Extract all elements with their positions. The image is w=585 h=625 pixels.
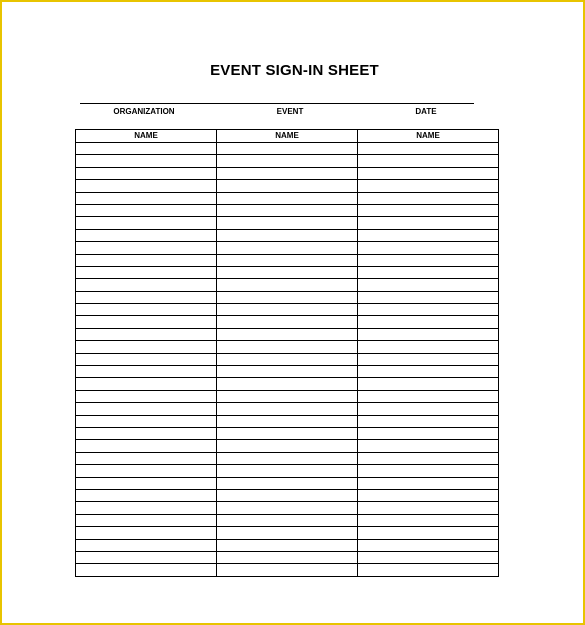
name-cell[interactable]: [217, 390, 358, 402]
table-row: [76, 527, 499, 539]
name-cell[interactable]: [217, 527, 358, 539]
name-cell[interactable]: [76, 378, 217, 390]
name-cell[interactable]: [76, 328, 217, 340]
name-cell[interactable]: [358, 180, 499, 192]
name-cell[interactable]: [217, 167, 358, 179]
table-row: [76, 192, 499, 204]
name-cell[interactable]: [358, 378, 499, 390]
name-cell[interactable]: [76, 390, 217, 402]
name-cell[interactable]: [76, 316, 217, 328]
name-cell[interactable]: [217, 353, 358, 365]
name-cell[interactable]: [358, 514, 499, 526]
name-cell[interactable]: [217, 378, 358, 390]
name-cell[interactable]: [358, 440, 499, 452]
name-cell[interactable]: [76, 415, 217, 427]
name-cell[interactable]: [358, 242, 499, 254]
sign-in-table: [75, 129, 499, 577]
table-body: [76, 143, 499, 577]
name-cell[interactable]: [358, 279, 499, 291]
name-cell[interactable]: [217, 452, 358, 464]
name-cell[interactable]: [76, 266, 217, 278]
name-cell[interactable]: [358, 427, 499, 439]
name-cell[interactable]: [217, 328, 358, 340]
name-cell[interactable]: [76, 539, 217, 551]
name-cell[interactable]: [217, 440, 358, 452]
name-cell[interactable]: [76, 167, 217, 179]
name-cell[interactable]: [358, 155, 499, 167]
table-row: [76, 539, 499, 551]
name-cell[interactable]: [76, 180, 217, 192]
name-cell[interactable]: [358, 304, 499, 316]
table-row: [76, 155, 499, 167]
name-cell[interactable]: [217, 564, 358, 576]
name-cell[interactable]: [76, 564, 217, 576]
name-cell[interactable]: [217, 489, 358, 501]
table-row: [76, 366, 499, 378]
name-cell[interactable]: [358, 167, 499, 179]
name-cell[interactable]: [217, 551, 358, 563]
name-cell[interactable]: [76, 465, 217, 477]
table-row: [76, 167, 499, 179]
name-cell[interactable]: [76, 217, 217, 229]
table-row: [76, 304, 499, 316]
column-header-name-1: NAME: [76, 130, 217, 143]
name-cell[interactable]: [217, 341, 358, 353]
table-row: [76, 143, 499, 155]
table-row: [76, 390, 499, 402]
name-cell[interactable]: [358, 266, 499, 278]
column-header-name-3: NAME: [358, 130, 499, 143]
name-cell[interactable]: [358, 465, 499, 477]
name-cell[interactable]: [358, 353, 499, 365]
name-cell[interactable]: [217, 291, 358, 303]
table-row: [76, 427, 499, 439]
header-rule: [80, 103, 474, 104]
table-row: [76, 564, 499, 576]
name-cell[interactable]: [76, 304, 217, 316]
name-cell[interactable]: [358, 229, 499, 241]
name-cell[interactable]: [217, 204, 358, 216]
name-cell[interactable]: [358, 502, 499, 514]
name-cell[interactable]: [358, 316, 499, 328]
table-row: [76, 452, 499, 464]
name-cell[interactable]: [76, 551, 217, 563]
name-cell[interactable]: [358, 192, 499, 204]
table-row: [76, 180, 499, 192]
name-cell[interactable]: [358, 341, 499, 353]
table-row: [76, 477, 499, 489]
name-cell[interactable]: [76, 427, 217, 439]
name-cell[interactable]: [217, 155, 358, 167]
name-cell[interactable]: [358, 204, 499, 216]
name-cell[interactable]: [76, 452, 217, 464]
column-header-name-2: NAME: [217, 130, 358, 143]
table-row: [76, 489, 499, 501]
name-cell[interactable]: [76, 204, 217, 216]
table-row: [76, 403, 499, 415]
name-cell[interactable]: [76, 353, 217, 365]
name-cell[interactable]: [217, 502, 358, 514]
table-row: [76, 440, 499, 452]
table-row: [76, 551, 499, 563]
table-header-row: [76, 130, 499, 143]
name-cell[interactable]: [76, 341, 217, 353]
name-cell[interactable]: [76, 229, 217, 241]
name-cell[interactable]: [358, 291, 499, 303]
name-cell[interactable]: [217, 427, 358, 439]
name-cell[interactable]: [76, 527, 217, 539]
name-cell[interactable]: [217, 465, 358, 477]
name-cell[interactable]: [358, 403, 499, 415]
name-cell[interactable]: [358, 143, 499, 155]
table-row: [76, 316, 499, 328]
name-cell[interactable]: [76, 489, 217, 501]
name-cell[interactable]: [217, 143, 358, 155]
name-cell[interactable]: [76, 279, 217, 291]
organization-label: ORGANIZATION: [113, 107, 175, 116]
name-cell[interactable]: [217, 403, 358, 415]
table-row: [76, 242, 499, 254]
table-row: [76, 279, 499, 291]
name-cell[interactable]: [217, 279, 358, 291]
table-row: [76, 266, 499, 278]
name-cell[interactable]: [358, 477, 499, 489]
name-cell[interactable]: [76, 440, 217, 452]
name-cell[interactable]: [358, 328, 499, 340]
table-row: [76, 229, 499, 241]
name-cell[interactable]: [358, 217, 499, 229]
name-cell[interactable]: [217, 266, 358, 278]
table-row: [76, 353, 499, 365]
table-row: [76, 378, 499, 390]
name-cell[interactable]: [358, 564, 499, 576]
table-row: [76, 415, 499, 427]
name-cell[interactable]: [358, 452, 499, 464]
date-label: DATE: [415, 107, 437, 116]
page-title: EVENT SIGN-IN SHEET: [210, 62, 379, 79]
name-cell[interactable]: [358, 366, 499, 378]
name-cell[interactable]: [217, 217, 358, 229]
table-row: [76, 291, 499, 303]
name-cell[interactable]: [217, 254, 358, 266]
name-cell[interactable]: [217, 304, 358, 316]
name-cell[interactable]: [76, 242, 217, 254]
name-cell[interactable]: [76, 477, 217, 489]
name-cell[interactable]: [358, 489, 499, 501]
name-cell[interactable]: [358, 254, 499, 266]
name-cell[interactable]: [217, 242, 358, 254]
name-cell[interactable]: [358, 415, 499, 427]
table-row: [76, 341, 499, 353]
name-cell[interactable]: [76, 143, 217, 155]
name-cell[interactable]: [358, 390, 499, 402]
table-row: [76, 502, 499, 514]
table-row: [76, 217, 499, 229]
name-cell[interactable]: [76, 514, 217, 526]
name-cell[interactable]: [217, 514, 358, 526]
name-cell[interactable]: [76, 291, 217, 303]
name-cell[interactable]: [217, 180, 358, 192]
table-row: [76, 254, 499, 266]
name-cell[interactable]: [76, 403, 217, 415]
table-row: [76, 465, 499, 477]
name-cell[interactable]: [217, 477, 358, 489]
table-row: [76, 514, 499, 526]
name-cell[interactable]: [217, 192, 358, 204]
table-row: [76, 328, 499, 340]
name-cell[interactable]: [76, 502, 217, 514]
name-cell[interactable]: [358, 527, 499, 539]
name-cell[interactable]: [217, 539, 358, 551]
name-cell[interactable]: [76, 366, 217, 378]
name-cell[interactable]: [358, 539, 499, 551]
table-row: [76, 204, 499, 216]
name-cell[interactable]: [217, 229, 358, 241]
name-cell[interactable]: [217, 415, 358, 427]
name-cell[interactable]: [358, 551, 499, 563]
name-cell[interactable]: [217, 366, 358, 378]
event-label: EVENT: [276, 107, 304, 116]
name-cell[interactable]: [217, 316, 358, 328]
name-cell[interactable]: [76, 155, 217, 167]
name-cell[interactable]: [76, 192, 217, 204]
name-cell[interactable]: [76, 254, 217, 266]
